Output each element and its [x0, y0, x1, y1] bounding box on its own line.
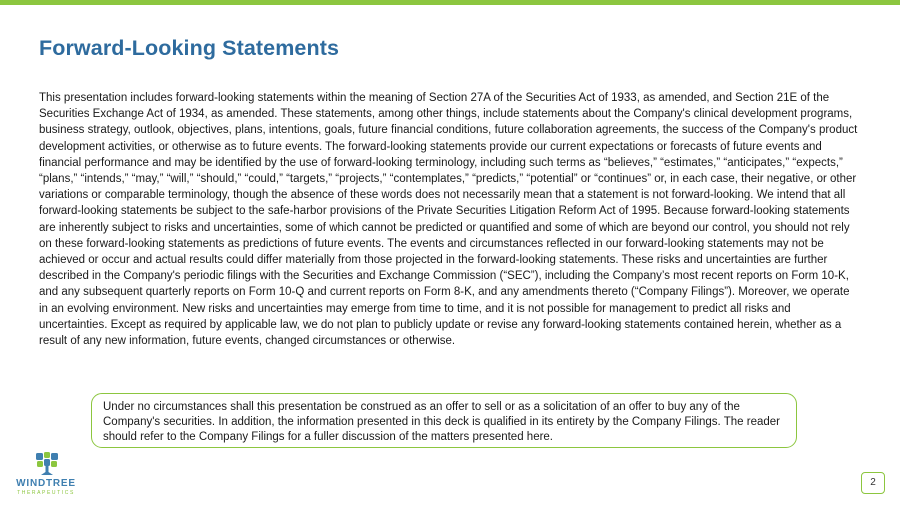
- logo-subtitle: THERAPEUTICS: [17, 490, 75, 496]
- forward-looking-body: This presentation includes forward-looking statements within the meaning of Section 27A of the Securities Act of 1933, as amended, and Section 21E of the Securities Exchange Act of 1934, as amended. These statements, among other things, include statements about the Company's clinical development programs, business strategy, outlook, objectives, plans, intentions, goals, future financial conditions, future collaboration agreements, the success of the Company's product development activities, or otherwise as to future events. The forward-looking statements provide our current expectations or forecasts of future events and financial performance and may be identified by the use of forward-looking terminology, including such terms as “believes,” “estimates,” “anticipates,” “expects,” “plans,” “intends,” “may,” “will,” “should,” “could,” “targets,” “projects,” “contemplates,” “predicts,” “potential” or “continues” or, in each case, their negative, or other variations or comparable terminology, though the absence of these words does not necessarily mean that a statement is not forward-looking. We intend that all forward-looking statements be subject to the safe-harbor provisions of the Private Securities Litigation Reform Act of 1995. Because forward-looking statements are inherently subject to risks and uncertainties, some of which cannot be predicted or quantified and some of which are beyond our control, you should not rely on these forward-looking statements as predictions of future events. The events and circumstances reflected in our forward-looking statements may not be achieved or occur and actual results could differ materially from those projected in the forward-looking statements. These risks and uncertainties are further described in the Company's periodic filings with the Securities and Exchange Commission (“SEC”), including the Company’s most recent reports on Form 10-K, and any subsequent quarterly reports on Form 10-Q and current reports on Form 8-K, and any amendments thereto (“Company Filings”). Moreover, we operate in an evolving environment. New risks and uncertainties may emerge from time to time, and it is not possible for management to predict all risks and uncertainties. Except as required by applicable law, we do not plan to publicly update or revise any forward-looking statements contained herein, whether as a result of any new information, future events, changed circumstances or otherwise.: [39, 92, 858, 348]
- slide-title: Forward-Looking Statements: [39, 36, 340, 60]
- logo-name: WINDTREE: [16, 478, 76, 489]
- page-number: 2: [861, 472, 885, 494]
- company-logo: [16, 452, 76, 500]
- tree-logo-icon: [35, 452, 59, 476]
- top-accent-bar: [0, 0, 900, 5]
- disclaimer-text: Under no circumstances shall this presentation be construed as an offer to sell or as a solicitation of an offer to buy any of the Company's securities. In addition, the information presented in this deck is qualified in its entirety by the Company Filings. The reader should refer to the Company Filings for a fuller discussion of the matters presented here.: [103, 401, 780, 444]
- disclaimer-box: [91, 393, 797, 448]
